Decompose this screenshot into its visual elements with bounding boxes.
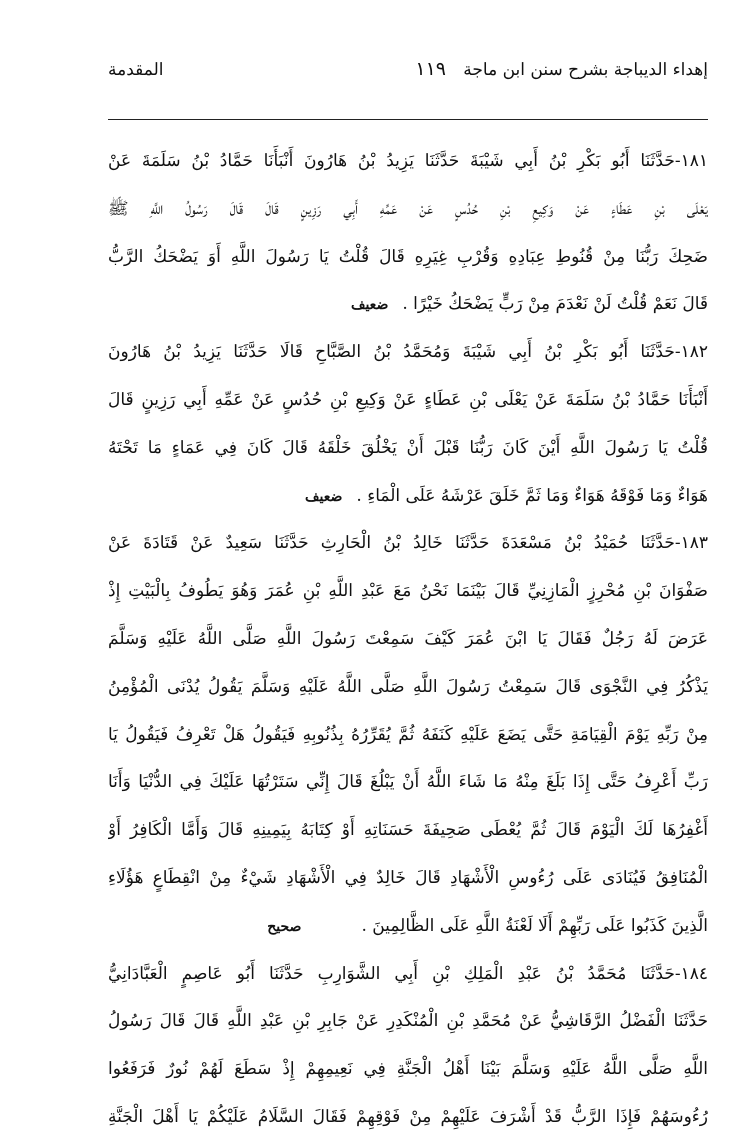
line-text: ضَحِكَ رَبُّنَا مِنْ قُنُوطِ عِبَادِهِ وَقُرْبِ غِيَرِهِ قَالَ قُلْتُ يَا رَسُولَ اللَّهِ أَوَ يَضْحَكُ الرَّبُّ	[108, 246, 708, 267]
text-line	[108, 138, 708, 186]
line-text: اللَّهِ صَلَّى اللَّهُ عَلَيْهِ وَسَلَّمَ بَيْنَا أَهْلُ الْجَنَّةِ فِي نَعِيمِهِمْ إِذْ سَطَعَ لَهُمْ نُورٌ فَرَفَعُوا	[108, 1059, 708, 1080]
header-rule	[108, 119, 708, 120]
line-text: الْمُنَافِقُ فَيُنَادَى عَلَى رُءُوسِ الْأَشْهَادِ قَالَ خَالِدٌ فِي الْأَشْهَادِ شَيْءٌ مِنْ انْقِطَاعٍ هَؤُلَاءِ	[108, 867, 708, 888]
line-text: ١٨٢-حَدَّثَنَا أَبُو بَكْرِ بْنُ أَبِي شَيْبَةَ وَمُحَمَّدُ بْنُ الصَّبَّاحِ قَالَا حَدَّثَنَا يَزِيدُ بْنُ هَارُونَ	[108, 342, 708, 363]
line-text: رُءُوسَهُمْ فَإِذَا الرَّبُّ قَدْ أَشْرَفَ عَلَيْهِمْ مِنْ فَوْقِهِمْ فَقَالَ السَّلَامُ عَلَيْكُمْ يَا أَهْلَ الْجَنَّةِ	[108, 1106, 708, 1127]
line-text: أَغْفِرُهَا لَكَ الْيَوْمَ قَالَ ثُمَّ يُعْطَى صَحِيفَةَ حَسَنَاتِهِ أَوْ كِتَابَهُ بِيَمِينِهِ قَالَ وَأَمَّا الْكَافِرُ أَوْ	[108, 820, 708, 841]
text-line	[108, 712, 708, 760]
text-line	[108, 951, 708, 999]
line-text: ١٨٤-حَدَّثَنَا مُحَمَّدُ بْنُ عَبْدِ الْمَلِكِ بْنِ أَبِي الشَّوَارِبِ حَدَّثَنَا أَبُو عَاصِمٍ الْعَبَّادَانِيُّ	[108, 963, 708, 984]
text-line	[108, 568, 708, 616]
line-text: عَرَضَ لَهُ رَجُلٌ فَقَالَ يَا ابْنَ عُمَرَ كَيْفَ سَمِعْتَ رَسُولَ اللَّهِ صَلَّى اللَّهُ عَلَيْهِ وَسَلَّمَ	[108, 628, 708, 649]
line-text: صَفْوَانَ بْنِ مُحْرِزٍ الْمَازِنِيِّ قَالَ بَيْنَمَا نَحْنُ مَعَ عَبْدِ اللَّهِ بْنِ عُمَرَ وَهُوَ يَطُوفُ بِالْبَيْتِ إِذْ	[108, 581, 708, 602]
text-line	[108, 807, 708, 855]
text-line	[108, 616, 708, 664]
running-header	[108, 52, 708, 92]
line-text: يَذْكُرُ فِي النَّجْوَى قَالَ سَمِعْتُ رَسُولَ اللَّهِ صَلَّى اللَّهُ عَلَيْهِ وَسَلَّمَ يَقُولُ يُدْنَى الْمُؤْمِنُ	[108, 676, 708, 697]
line-text: قُلْتُ يَا رَسُولَ اللَّهِ أَيْنَ كَانَ رَبُّنَا قَبْلَ أَنْ يَخْلُقَ خَلْقَهُ قَالَ كَانَ فِي عَمَاءٍ مَا تَحْتَهُ	[108, 437, 708, 458]
hadith-grade: ضعيف	[350, 297, 389, 314]
text-line	[108, 186, 708, 234]
text-line	[108, 234, 708, 282]
text-line	[108, 903, 708, 951]
text-line	[108, 329, 708, 377]
text-line	[108, 281, 708, 329]
text-line	[108, 377, 708, 425]
text-line	[108, 855, 708, 903]
hadith-text	[108, 138, 708, 1142]
line-text: يَعْلَى بْنِ عَطَاءٍ عَنْ وَكِيعِ بْنِ حُدُسٍ عَنْ عَمِّهِ أَبِي رَزِينٍ قَالَ قَالَ رَسُولُ اللَّهِ ﷺ	[108, 198, 708, 219]
section-title: المقدمة	[108, 60, 164, 80]
line-text: هَوَاءٌ وَمَا فَوْقَهُ هَوَاءٌ وَمَا ثَمَّ خَلَقَ عَرْشَهُ عَلَى الْمَاءِ .	[356, 485, 708, 506]
hadith-grade: ضعيف	[305, 488, 343, 505]
text-line	[108, 998, 708, 1046]
line-text: أَنْبَأَنَا حَمَّادُ بْنُ سَلَمَةَ عَنْ يَعْلَى بْنِ عَطَاءٍ عَنْ وَكِيعِ بْنِ حُدُسٍ عَنْ عَمِّهِ أَبِي رَزِينٍ قَالَ	[108, 389, 708, 410]
text-line	[108, 473, 708, 521]
line-text: حَدَّثَنَا الْفَضْلُ الرَّقَاشِيُّ عَنْ مُحَمَّدِ بْنِ الْمُنْكَدِرِ عَنْ جَابِرِ بْنِ عَبْدِ اللَّهِ قَالَ قَالَ رَسُولُ	[108, 1011, 708, 1032]
hadith-grade: صحيح	[267, 918, 302, 935]
text-line	[108, 759, 708, 807]
text-line	[108, 520, 708, 568]
book-title: إهداء الديباجة بشرح سنن ابن ماجة	[463, 60, 708, 80]
text-line	[108, 1046, 708, 1094]
page-number: ١١٩	[415, 58, 446, 80]
text-line	[108, 664, 708, 712]
line-text: رَبِّ أَعْرِفُ حَتَّى إِذَا بَلَغَ مِنْهُ مَا شَاءَ اللَّهُ أَنْ يَبْلُغَ قَالَ إِنِّي سَتَرْتُهَا عَلَيْكَ فِي الدُّنْيَا وَأَنَا	[108, 772, 708, 793]
text-line	[108, 425, 708, 473]
line-text: مِنْ رَبِّهِ يَوْمَ الْقِيَامَةِ حَتَّى يَضَعَ عَلَيْهِ كَنَفَهُ ثُمَّ يُقَرِّرُهُ بِذُنُوبِهِ فَيَقُولُ هَلْ تَعْرِفُ فَيَقُولُ يَا	[108, 724, 708, 745]
text-line	[108, 1094, 708, 1142]
line-text: قَالَ نَعَمْ قُلْتُ لَنْ نَعْدَمَ مِنْ رَبٍّ يَضْحَكُ خَيْرًا .	[402, 294, 708, 315]
line-text: الَّذِينَ كَذَبُوا عَلَى رَبِّهِمْ أَلَا لَعْنَةُ اللَّهِ عَلَى الظَّالِمِينَ .	[361, 915, 708, 936]
line-text: ١٨٣-حَدَّثَنَا حُمَيْدُ بْنُ مَسْعَدَةَ حَدَّثَنَا خَالِدُ بْنُ الْحَارِثِ حَدَّثَنَا سَعِيدٌ عَنْ قَتَادَةَ عَنْ	[108, 533, 708, 554]
line-text: ١٨١-حَدَّثَنَا أَبُو بَكْرِ بْنُ أَبِي شَيْبَةَ حَدَّثَنَا يَزِيدُ بْنُ هَارُونَ أَنْبَأَنَا حَمَّادُ بْنُ سَلَمَةَ عَنْ	[108, 151, 708, 171]
